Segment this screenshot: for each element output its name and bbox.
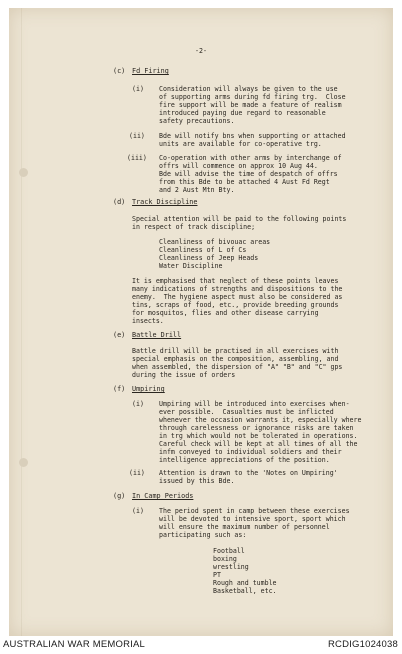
section-d-para-4: tins, scraps of food, etc., provide breeding grounds xyxy=(132,301,339,309)
section-f-item-1-line-3: whenever the occasion warrants it, especially where xyxy=(159,416,362,424)
section-c-heading: Fd Firing xyxy=(132,67,169,75)
section-f-item-1-line-8: intelligence appreciations of the position. xyxy=(159,456,330,464)
section-e-para-3: when assembled, the dispersion of "A" "B" and "C" gps xyxy=(132,363,343,371)
section-g-item-1-line-1: The period spent in camp between these exercises xyxy=(159,507,350,515)
section-d-intro-1: Special attention will be paid to the following points xyxy=(132,215,347,223)
section-g-sport-5: Rough and tumble xyxy=(213,579,277,587)
section-c-item-1-num: (i) xyxy=(132,85,144,93)
section-d-para-1: It is emphasised that neglect of these points leaves xyxy=(132,277,339,285)
section-d-para-6: insects. xyxy=(132,317,164,325)
section-f-letter: (f) xyxy=(113,385,126,393)
section-f-item-1-line-5: in trg which would not be tolerated in operations. xyxy=(159,432,358,440)
section-g-sport-2: boxing xyxy=(213,555,237,563)
section-f-item-2-line-1: Attention is drawn to the 'Notes on Umpiring' xyxy=(159,469,338,477)
section-d-intro-2: in respect of track discipline; xyxy=(132,223,256,231)
section-c-item-2-line-1: Bde will notify bns when supporting or attached xyxy=(159,132,346,140)
section-d-para-5: for mosquitos, flies and other disease carrying xyxy=(132,309,319,317)
section-c-letter: (c) xyxy=(113,67,126,75)
section-c-item-2-line-2: units are available for co-operative trg. xyxy=(159,140,322,148)
section-c-item-1-line-4: introduced paying due regard to reasonable xyxy=(159,109,326,117)
section-g-heading: In Camp Periods xyxy=(132,492,194,500)
section-c-item-3-line-5: and 2 Aust Mtn Bty. xyxy=(159,186,235,194)
section-c-item-3-line-1: Co-operation with other arms by interchange of xyxy=(159,154,342,162)
section-f-item-2-num: (ii) xyxy=(129,469,145,477)
section-g-sport-1: Football xyxy=(213,547,245,555)
section-c-item-1-line-2: of supporting arms during fd firing trg. Close xyxy=(159,93,346,101)
section-d-list-item-4: Water Discipline xyxy=(159,262,223,270)
section-c-item-1-line-3: fire support will be made a feature of realism xyxy=(159,101,342,109)
section-f-item-1-num: (i) xyxy=(132,400,144,408)
section-f-item-1-line-4: through carelessness or ignorance risks are taken xyxy=(159,424,354,432)
section-d-heading: Track Discipline xyxy=(132,198,198,206)
section-f-item-1-line-7: infm conveyed to individual soldiers and their xyxy=(159,448,342,456)
section-d-para-2: many indications of strengths and dispositions to the xyxy=(132,285,343,293)
section-c-item-2-num: (ii) xyxy=(129,132,145,140)
section-d-para-3: enemy. The hygiene aspect must also be considered as xyxy=(132,293,343,301)
section-g-sport-3: wrestling xyxy=(213,563,249,571)
document-page xyxy=(9,8,393,636)
section-f-item-2-line-2: issued by this Bde. xyxy=(159,477,235,485)
section-d-list-item-3: Cleanliness of Jeep Heads xyxy=(159,254,259,262)
section-e-letter: (e) xyxy=(113,331,126,339)
section-e-para-2: special emphasis on the composition, assembling, and xyxy=(132,355,339,363)
section-d-list-item-2: Cleanliness of L of Cs xyxy=(159,246,247,254)
section-g-item-1-line-2: will be devoted to intensive sport, sport which xyxy=(159,515,346,523)
section-e-para-4: during the issue of orders xyxy=(132,371,236,379)
document-text xyxy=(9,8,393,636)
section-f-item-1-line-2: ever possible. Casualties must be inflicted xyxy=(159,408,334,416)
section-c-item-3-num: (iii) xyxy=(127,154,147,162)
section-g-sport-4: PT xyxy=(213,571,221,579)
section-g-item-1-line-3: will ensure the maximum number of personnel xyxy=(159,523,330,531)
section-c-item-3-line-4: from this Bde to be attached 4 Aust Fd Regt xyxy=(159,178,330,186)
section-c-item-3-line-2: offrs will commence on approx 10 Aug 44. xyxy=(159,162,318,170)
section-g-sport-6: Basketball, etc. xyxy=(213,587,277,595)
archive-footer xyxy=(0,636,402,654)
section-f-heading: Umpiring xyxy=(132,385,165,393)
section-c-item-3-line-3: Bde will advise the time of despatch of offrs xyxy=(159,170,338,178)
section-d-letter: (d) xyxy=(113,198,126,206)
footer-institution: AUSTRALIAN WAR MEMORIAL xyxy=(3,639,146,650)
footer-record-id: RCDIG1024038 xyxy=(328,639,398,650)
section-f-item-1-line-1: Umpiring will be introduced into exercises when- xyxy=(159,400,350,408)
page-number: -2- xyxy=(195,47,207,55)
section-e-para-1: Battle drill will be practised in all exercises with xyxy=(132,347,339,355)
section-d-list-item-1: Cleanliness of bivouac areas xyxy=(159,238,271,246)
section-g-item-1-line-4: participating such as: xyxy=(159,531,247,539)
section-g-letter: (g) xyxy=(113,492,126,500)
section-g-item-1-num: (i) xyxy=(132,507,144,515)
section-f-item-1-line-6: Careful check will be kept at all times of all the xyxy=(159,440,358,448)
section-e-heading: Battle Drill xyxy=(132,331,182,339)
section-c-item-1-line-1: Consideration will always be given to the use xyxy=(159,85,338,93)
section-c-item-1-line-5: safety precautions. xyxy=(159,117,235,125)
